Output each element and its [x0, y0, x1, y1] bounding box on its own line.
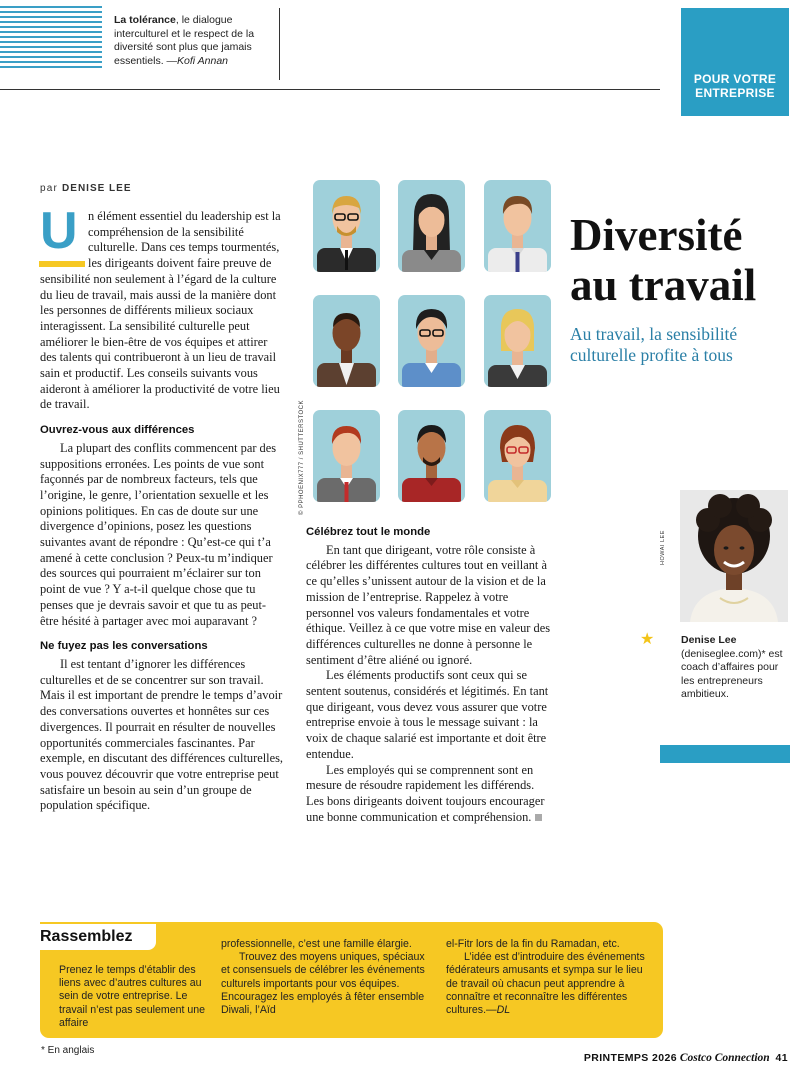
pull-quote: [114, 14, 274, 68]
sidebar-column-1: [59, 964, 209, 1030]
section-heading-3: Célébrez tout le monde: [306, 526, 431, 538]
section-text-2: Il est tentant d’ignorer les différences culturelles et de se concentrer sur son travail. Mais il est important de prendre le temps d’avoir des conversations ouvertes et honnêtes sur ces divergences. Il pourrait en résulter de nouvelles opportunités commerciales fascinantes. Par exemple, en discutant des différences culturelles, vous pouvez découvrir que votre entreprise peut satisfaire un besoin au sein d’un groupe de population spécifique.: [40, 656, 284, 813]
sidebar-column-3: [446, 938, 651, 1017]
star-icon: ★: [640, 629, 655, 648]
page-footer: [584, 1052, 788, 1064]
portrait-illustration: [484, 410, 551, 502]
portrait-illustration: [398, 295, 465, 387]
section-text-3c: [306, 763, 551, 826]
sidebar-text-2a: professionnelle, c’est une famille élargie.: [221, 938, 412, 950]
byline-prefix: par: [40, 183, 59, 194]
section-text-3b: Les éléments productifs sont ceux qui se sentent soutenus, considérés et légitimés. En tant que dirigeant, vous devez vous assurer que votre entreprise envoie à tous le message suivant : la voix de chaque salarié est importante et doit être entendue.: [306, 668, 549, 761]
portrait-illustration: [398, 180, 465, 272]
article-title: Diversité au travail: [570, 210, 757, 310]
quote-text: , le dialogue interculturel et le respect de la diversité sont plus que jamais essentiels.: [114, 14, 255, 67]
intro-text: n élément essentiel du leadership est la compréhension de la sensibilité culturelle. Dans ces temps tourmentés, les dirigeants doivent faire preuve de sensibilité non seulement à l’égard de la culture du lieu de travail, mais aussi de la manière dont les personnes de différents milieux sociaux interagissent. La sensibilité culturelle peut améliorer le bien-être de vos équipes et attirer des talents qui contribueront à un lieu de travail sain et productif. Les conseils suivants vous aideront à améliorer la productivité de votre lieu de travail.: [40, 209, 281, 412]
portrait-illustration: [484, 180, 551, 272]
dropcap-letter: U: [40, 202, 78, 260]
sidebar-text-3b-body: L’idée est d’introduire des événements fédérateurs amusants et sympa sur le lieu de travail où chacun peut apprendre à connaître et reconnaître les différentes cultures.: [446, 951, 645, 1017]
dropcap: [40, 202, 84, 269]
byline: [40, 183, 132, 194]
image-credit: © PPHOENIX777 / SHUTTERSTOCK: [299, 399, 305, 515]
section-text-3a: En tant que dirigeant, votre rôle consiste à célébrer les différentes cultures tout en veillant à ce qu’elles s’unissent autour de la vision et de la mission de l’entreprise. Rappelez à votre personnel vos valeurs fondamentales et votre éthique. Veillez à ce que votre mise en valeur des différences culturelles ne donne à personne le sentiment d’être aliéné ou ignoré.: [306, 542, 551, 667]
quote-lead: La tolérance: [114, 14, 176, 26]
dropcap-underline: [39, 261, 85, 267]
article-subtitle: Au travail, la sensibilité culturelle profite à tous: [570, 324, 738, 365]
sidebar-title: Rassemblez: [40, 928, 133, 945]
sidebar-text-3a: el-Fitr lors de la fin du Ramadan, etc.: [446, 938, 620, 950]
article-column-2: [306, 525, 551, 825]
section-text-3c-body: Les employés qui se comprennent sont en mesure de résoudre rapidement les différends. Les bons dirigeants doivent toujours encourager une bonne communication et compréhension.: [306, 762, 545, 824]
sidebar-signature: —DL: [486, 1004, 511, 1017]
footer-magazine: Costco Connection: [679, 1052, 770, 1064]
decorative-stripes: [0, 6, 102, 70]
section-text-1: La plupart des conflits commencent par des suppositions erronées. Les points de vue sont façonnés par de nombreux facteurs, tels que l’origine, le genre, l’orientation sexuelle et les opinions politiques. En cas de doute sur une divergence d’opinions, posez les questions suivantes avant de répondre : Qu’est-ce qui t’a amené à cette conclusion ? Peux-tu m’indiquer des sources qui pourraient m’éclairer sur ton point de vue ? Y a-t-il quelque chose que tu penses que je devrais savoir et que tu as peut-être hésité à partager avec moi auparavant ?: [40, 440, 277, 628]
footnote: * En anglais: [41, 1045, 95, 1056]
sidebar-text-3b: [446, 951, 651, 1017]
end-mark-icon: [535, 814, 542, 821]
portrait-illustration: [484, 295, 551, 387]
divider-vertical: [279, 8, 280, 80]
divider-horizontal: [0, 89, 660, 90]
sidebar-text-2b: Trouvez des moyens uniques, spéciaux et consensuels de célébrer les événements culturels importants pour vos équipes. Encouragez les employés à fêter ensemble Diwali, l’Aïd: [221, 951, 425, 1017]
portrait-illustration: [313, 410, 380, 502]
portrait-illustration: [313, 295, 380, 387]
footer-season: PRINTEMPS 2026: [583, 1052, 677, 1064]
bio-name: Denise Lee: [681, 634, 737, 646]
bio-text: (deniseglee.com)* est coach d’affaires pour les entrepreneurs ambitieux.: [681, 647, 783, 700]
page-number: 41: [775, 1052, 788, 1064]
intro-paragraph: [40, 202, 284, 413]
photo-credit: HOWAI LEE: [660, 530, 666, 565]
section-heading-2: Ne fuyez pas les conversations: [40, 640, 208, 653]
portrait-illustration: [313, 180, 380, 272]
sidebar-text-1: Prenez le temps d’établir des liens avec d’autres cultures au sein de votre entreprise. Le travail n’est pas seulement une affaire: [59, 964, 206, 1029]
blue-bar: [660, 745, 790, 763]
sidebar-column-2: [221, 938, 431, 1017]
section-tab: POUR VOTRE ENTREPRISE: [681, 8, 789, 116]
article-column-1: [40, 202, 284, 814]
portrait-illustration: [398, 410, 465, 502]
author-bio: [681, 634, 791, 702]
quote-author: —Kofi Annan: [166, 54, 229, 67]
section-heading-1: Ouvrez-vous aux différences: [40, 424, 195, 437]
author-photo: [680, 490, 788, 622]
byline-author: DENISE LEE: [62, 183, 132, 194]
